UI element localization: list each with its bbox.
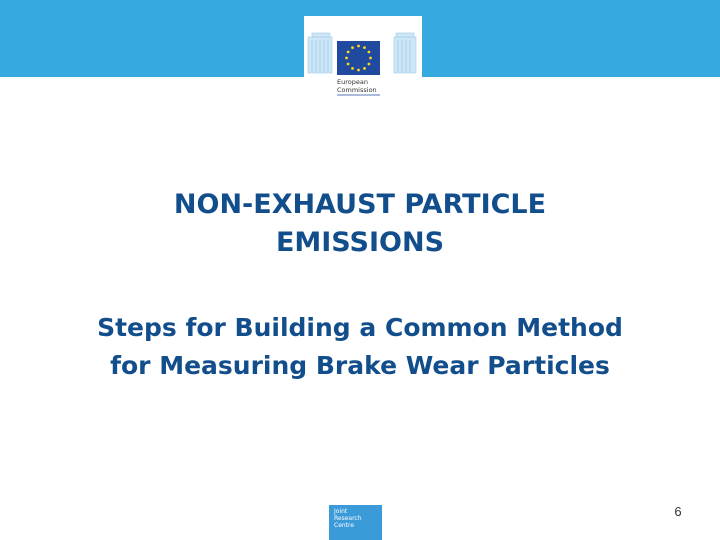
- logo-text-line2: Commission: [337, 86, 377, 94]
- jrc-logo: [329, 505, 382, 540]
- jrc-logo-text: Joint Research Centre: [334, 508, 362, 529]
- logo-text-line1: European: [337, 78, 368, 86]
- slide-title: NON-EXHAUST PARTICLE EMISSIONS: [173, 189, 547, 258]
- slide-subtitle: Steps for Building a Common Method for Measuring Brake Wear Particles: [97, 313, 623, 380]
- european-commission-logo: [304, 16, 422, 100]
- page-number: 6: [674, 504, 682, 519]
- european-commission-logo-graphic: [304, 16, 422, 100]
